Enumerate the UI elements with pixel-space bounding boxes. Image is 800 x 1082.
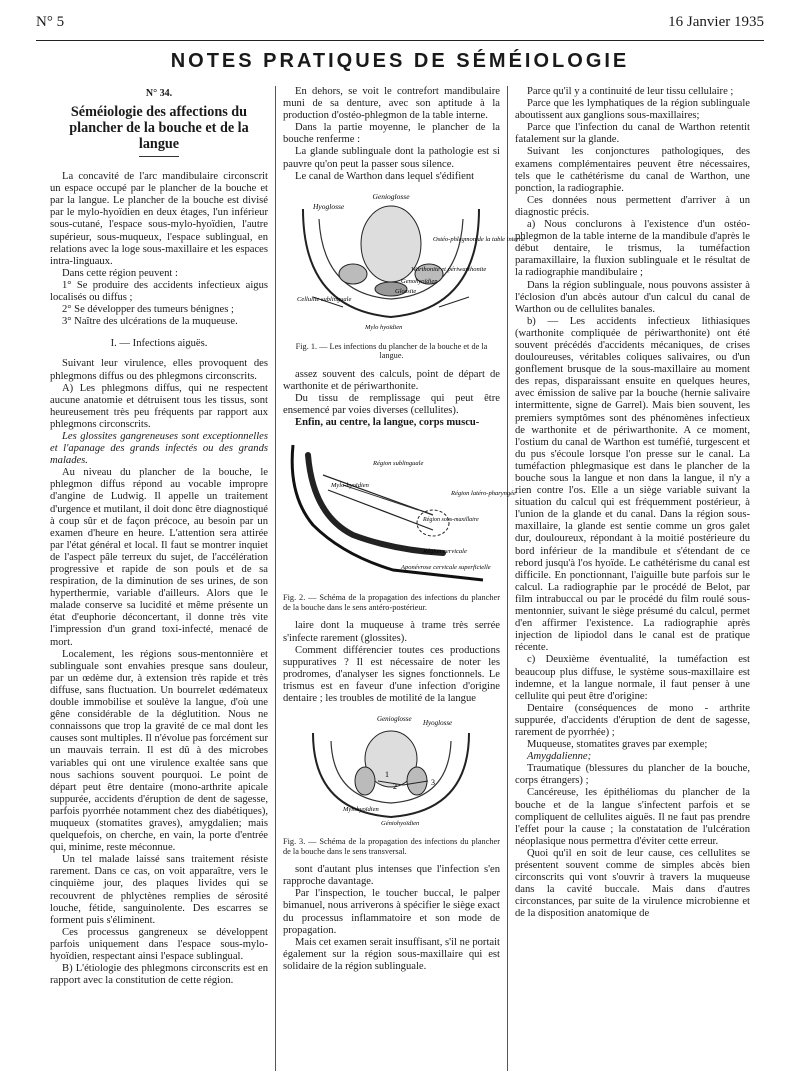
paragraph: 2° Se développer des tumeurs bénignes ; (62, 304, 234, 316)
paragraph: Quoi qu'il en soit de leur cause, ces cellulites se présentent souvent comme de simples abcès bien circonscrits qui vont s'ouvrir à travers la muqueuse dans la cavité buccale. Mais dans d'autres circonstances, par suite de la virulence microbienne et de la disposition anatomique de (515, 847, 750, 920)
figure-2-caption: Fig. 2. — Schéma de la propagation des infections du plancher de la bouche dans le sens antéro-postérieur. (283, 593, 500, 612)
figure-label: 2 (393, 782, 397, 792)
figure-label: Mylo hyoïdien (365, 323, 403, 331)
paragraph: Traumatique (blessures du plancher de la bouche, corps étrangers) ; (515, 763, 750, 787)
paragraph: Suivant les conjonctures pathologiques, des examens complémentaires peuvent être nécessaires, tels que le cathétérisme du canal de Warthon, une ponction, la radiographie. (515, 146, 750, 194)
paragraph: Le canal de Warthon dans lequel s'édifient (295, 170, 475, 182)
paragraph: Localement, les régions sous-mentonnière et sublinguale sont envahies presque sans douleur, par un œdème dur, à extension très rapide et très diffuse, sans fluctuation. Un bourrelet œdémateux double immobilise et soulève la langue, d'où une gêne considérable de la déglutition. Nous ne connaissons que trop la gravité de ce mal dont les causes sont multiples. Il n'évolue pas forcément sur un mauvais terrain. Il est dû à des microbes variables qui ont une virulence exaltée sans que nous sachions souvent pourquoi. Le point de départ peut être dentaire (mono-arthrite apicale suppurée, accidents d'éruption de dent de sagesse, parfois pyorrhée notamment chez des diabétiques), muqueux (stomatites graves), amygdalien; mais quelquefois, on cherche, en vain, la porte d'entrée qui, minime, reste méconnue. (50, 648, 268, 854)
figure-label: Genohyoïdien (401, 277, 438, 285)
figure-label: Région sous-maxillaire (423, 517, 479, 524)
section-title: NOTES PRATIQUES DE SÉMÉIOLOGIE (170, 50, 630, 72)
issue-date: 16 Janvier 1935 (668, 14, 764, 30)
paragraph: Muqueuse, stomatites graves par exemple; (527, 739, 708, 751)
figure-label: Aponévrose cervicale superficielle (401, 564, 491, 572)
figure-label: Hyoglosse (423, 719, 453, 728)
paragraph: B) L'étiologie des phlegmons circonscrits est en rapport avec la constitution de cette région. (50, 963, 268, 987)
paragraph: Mais cet examen serait insuffisant, s'il ne portait également sur la région sous-maxillaire qui est solidaire de la région sublinguale. (283, 936, 500, 972)
paragraph: La concavité de l'arc mandibulaire circonscrit un espace occupé par le plancher de la bouche et par la langue. Le plancher de la bouche est divisé par le mylo-hyoïdien en deux étages, l'un inférieur sous-cutané, l'espace sous-mylo-hyoïdien, l'autre supérieur, sous-muqueux, l'espace sublingual, en relations avec la loge sous-maxillaire et les espaces intra-linguaux. (50, 171, 268, 267)
figure-label: Géniohyoïdien (381, 820, 420, 828)
paragraph: Dans cette région peuvent : (62, 267, 178, 279)
figure-label: Mylohyoïdien (343, 806, 379, 814)
paragraph: Dans la partie moyenne, le plancher de la bouche renferme : (283, 122, 500, 146)
figure-label: 1 (385, 770, 389, 780)
figure-2-diagram (283, 435, 516, 585)
paragraph: Cancéreuse, les épithéliomas du plancher de la bouche et de la langue s'infectent parfois et se compliquent de cellulites aiguës. Il ne faut pas prendre l'effet pour la cause ; la constatation de l'ulcération néoplasique nous permettra d'éviter cette erreur. (515, 787, 750, 847)
figure-label: 3 (431, 778, 435, 788)
figure-1-caption: Fig. 1. — Les infections du plancher de la bouche et de la langue. (295, 341, 488, 361)
paragraph: Au niveau du plancher de la bouche, le phlegmon diffus répond au vocable impropre d'angine de Ludwig. Il appelle un traitement d'urgence et mutilant, il doit donc être diagnostiqué à coup sûr et de façon précoce, au besoin par un examen d'heure en heure. L'attention sera attirée par l'état général et local. Il faut se montrer inquiet de l'aspect pâle terreux du sujet, de l'accélération progressive et rapide de son pouls et de sa respiration, de la diminution de ses urines, de son hyperthermie, variable d'ailleurs. Alors que le malade conserve sa lucidité et même présente un état d'euphorie déconcertant, il donne très vite l'impression d'un grand toxi-infecté, menacé de mort. (50, 467, 268, 648)
title-rule (139, 156, 179, 157)
paragraph: Par l'inspection, le toucher buccal, le palper bimanuel, nous arriverons à spécifier le siège exact du processus inflammatoire et son mode de propagation. (283, 888, 500, 936)
figure-label: Région sublinguale (373, 460, 424, 468)
paragraph: Dans la région sublinguale, nous pouvons assister à l'éclosion d'un abcès autour d'un calcul du canal de Warthon ou de cellulites banales. (515, 279, 750, 315)
paragraph: Suivant leur virulence, elles provoquent des phlegmons diffus ou des phlegmons circonscrits. (50, 358, 268, 382)
paragraph: Parce que les lymphatiques de la région sublinguale aboutissent aux ganglions sous-maxillaires; (515, 98, 750, 122)
paragraph: Parce qu'il y a continuité de leur tissu cellulaire ; (527, 86, 734, 97)
figure-label: Genioglosse (372, 191, 410, 201)
paragraph: Comment différencier toutes ces productions suppuratives ? Il est nécessaire de noter les prodromes, d'analyser les signes fonctionnels. Le trismus est en faveur d'une infection d'origine dentaire ; les troubles de motilité de la langue (283, 644, 500, 704)
paragraph: 3° Naître des ulcérations de la muqueuse. (62, 316, 238, 328)
paragraph: b) — Les accidents infectieux lithiasiques (warthonite compliquée de périwarthonite) ont été souvent précédés d'accidents mécaniques, de crises douloureuses, véritables coliques salivaires, ou d'un gonflement brusque de la sous-maxillaire au moment des repas, disparaissant ensuite en quelques heures, avec émission de salive par la bouche (hernie salivaire intermittente, signe de Garrel). Mais bien souvent, les premiers symptômes sont des phénomènes infectieux de warthonite et de périwarthonite. A ce moment, l'ostium du canal de Warthon est tuméfié, turgescent et du pus s'écoule lorsque l'on presse sur le canal. La tuméfaction phlegmasique est dans le plancher de la bouche sous la langue et non dans la langue, il n'y a rien contre l'os. Elle a un siège variable suivant la situation du calcul qui est fréquemment postérieur, à l'union de la glande et du canal. Dans la région sous-maxillaire, la glande est sentie comme un gros galet dur, douloureux, répondant à la moitié postérieure du bord inférieur de la mandibule et s'étendant de ce rebord jusqu'à l'os hyoïde. Le cathétérisme du canal est difficile. En ponctionnant, l'aiguille bute parfois sur le calcul. La radiographie par le procédé de Belot, par film intrabuccal ou par le procédé du film roulé sous-mentonnier, suivant le siège présumé du calcul, permet d'en affirmer l'existence. La radiographie après injection de lipiodol dans le canal est de pratique récente. (515, 315, 750, 654)
figure-label: Glossite (395, 287, 417, 295)
paragraph: assez souvent des calculs, point de départ de warthonite et de périwarthonite. (283, 368, 500, 392)
paragraph: c) Deuxième éventualité, la tuméfaction est beaucoup plus diffuse, le système sous-maxillaire est indemne, et la langue normale, il faut penser à une cellulite qui peut être d'origine: (515, 654, 750, 702)
paragraph: Du tissu de remplissage qui peut être ensemencé par voies diverses (cellulites). (283, 393, 500, 417)
column-1 (50, 86, 268, 987)
paragraph: a) Nous conclurons à l'existence d'un ostéo-phlegmon de la table interne de la mandibule d'après le début dentaire, le trismus, la tuméfaction paramaxillaire, la fluxion sublinguale et le résultat de la radiographie mandibulaire ; (515, 219, 750, 279)
column-2 (283, 86, 526, 973)
figure-1-diagram (283, 189, 526, 334)
article-title: Séméiologie des affections du plancher de la bouche et de la langue (69, 104, 249, 153)
figure-label: Genioglosse (377, 715, 412, 724)
paragraph: Dentaire (conséquences de mono - arthrite suppurée, d'accidents d'éruption de dent de sagesse, rarement de pyorrhée) ; (515, 702, 750, 738)
subsection-heading: I. — Infections aiguës. (110, 338, 208, 350)
figure-label: Région cervicale (423, 548, 467, 556)
figure-label: Ostéo-phlegmon de la table interne (433, 235, 526, 243)
paragraph: Ces processus gangreneux se développent parfois uniquement dans l'espace sous-mylo-hyoïdien, respectant ainsi l'espace sublingual. (50, 926, 268, 962)
column-divider (507, 86, 508, 1071)
issue-number: N° 5 (36, 14, 65, 30)
paragraph: Les glossites gangreneuses sont exceptionnelles et l'apanage des grands infectés ou des grands malades. (50, 430, 268, 467)
header-rule (36, 40, 764, 41)
paragraph: Ces données nous permettent d'arriver à un diagnostic précis. (515, 194, 750, 218)
paragraph: A) Les phlegmons diffus, qui ne respectent aucune anatomie et détruisent tous les tissus, sont heureusement très peu fréquents par rapport aux phlegmons circonscrits. (50, 382, 268, 430)
paragraph: Parce que l'infection du canal de Warthon retentit fatalement sur la glande. (515, 122, 750, 146)
article-number: N° 34. (145, 88, 173, 99)
paragraph: sont d'autant plus intenses que l'infection s'en rapproche davantage. (283, 864, 500, 888)
paragraph: En dehors, se voit le contrefort mandibulaire muni de sa denture, avec son aptitude à la production d'ostéo-phlegmon de la table interne. (283, 86, 500, 122)
column-divider (275, 86, 276, 1071)
figure-3-caption: Fig. 3. — Schéma de la propagation des infections du plancher de la bouche dans le sens transversal. (283, 837, 500, 856)
paragraph: Enfin, au centre, la langue, corps muscu- (295, 417, 480, 429)
paragraph: Amygdalienne; (527, 751, 592, 763)
figure-label: Mylo-hyoïdien (331, 482, 369, 490)
page-header (36, 14, 764, 38)
paragraph: Un tel malade laissé sans traitement résiste rarement. Dans ce cas, on voit apparaître, vers le cinquième jour, des plaques livides qui se recouvrent de phlyctènes remplies de sérosité louche, fétide, sanguinolente. Des escarres se forment puis s'éliminent. (50, 854, 268, 926)
paragraph: 1° Se produire des accidents infectieux aigus localisés ou diffus ; (50, 279, 268, 304)
paragraph: laire dont la muqueuse à trame très serrée s'infecte rarement (glossites). (283, 620, 500, 644)
figure-label: Hyoglosse (313, 201, 345, 211)
figure-3-diagram (283, 711, 500, 829)
column-3 (515, 86, 750, 920)
figure-label: Warthonite et périwarthonite (411, 265, 487, 273)
figure-label: Cellulite sublinguale (297, 295, 352, 303)
paragraph: La glande sublinguale dont la pathologie est si pauvre qu'on peut la passer sous silence. (283, 146, 500, 170)
figure-label: Région latéro-pharyngée (451, 490, 516, 498)
